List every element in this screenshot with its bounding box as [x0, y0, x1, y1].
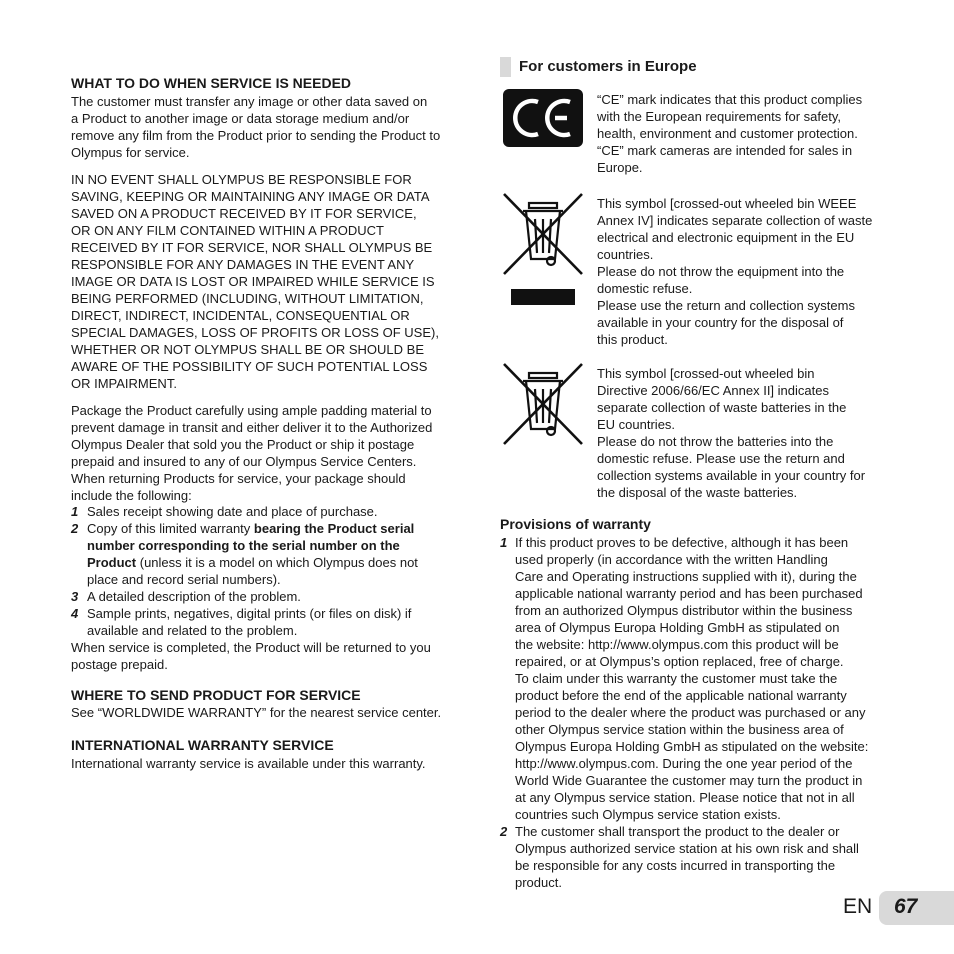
- disclaimer-text: IN NO EVENT SHALL OLYMPUS BE RESPONSIBLE FOR SAVING, KEEPING OR MAINTAINING ANY IMAGE OR DATA SAVED ON A PRODUCT RECEIVED BY IT FOR SERVICE, OR ON ANY FILM CONTAINED WITHIN A PRODUCT RECEIVED BY IT FOR SERVICE, NOR SHALL OLYMPUS BE RESPONSIBLE FOR ANY DAMAGES IN THE EVENT ANY IMAGE OR DATA IS LOST OR IMPAIRED WHILE SERVICE IS BEING PERFORMED (INCLUDING, WITHOUT LIMITATION, DIRECT, INDIRECT, INCIDENTAL, CONSEQUENTIAL OR SPECIAL DAMAGES, LOSS OF PROFITS OR LOSS OF USE), WHETHER OR NOT OLYMPUS SHALL BE OR SHOULD BE AWARE OF THE POSSIBILITY OF SUCH POTENTIAL LOSS OR IMPAIRMENT.: [71, 172, 439, 391]
- battery-crossed-bin-icon: [501, 363, 585, 447]
- package-contents-list: 1 Sales receipt showing date and place of purchase. 2 Copy of this limited warranty bearing the Product serial number corresponding to the serial number on the Product (unless it is a model on which Olympus does not place and record serial numbers). 3 A detailed description of the problem. 4 Sample prints, negatives, digital prints (or files on disk) if available and related to the problem. When service is completed, the Product will be returned to you postage prepaid.: [71, 503, 473, 673]
- list-item: 2 Copy of this limited warranty bearing the Product serial number corresponding to the serial number on the Product (unless it is a model on which Olympus does not place and record serial numbers).: [71, 521, 418, 587]
- battery-symbol-text: This symbol [crossed-out wheeled bin Directive 2006/66/EC Annex II] indicates separate collection of waste batteries in the EU countries. Please do not throw the batteries into the domestic refuse. Please use the return and collection systems available in your country for the disposal of the waste batteries.: [597, 366, 866, 500]
- package-text: Package the Product carefully using ample padding material to prevent damage in transit and either deliver it to the Authorized Olympus Dealer that sold you the Product or ship it postage prepaid and insured to any of our Olympus Service Centers. When returning Products for service, your package should include the following:: [71, 403, 433, 503]
- list-item: 1 Sales receipt showing date and place of purchase.: [71, 504, 378, 519]
- weee-crossed-bin-icon: [501, 193, 585, 307]
- heading-international-warranty: INTERNATIONAL WARRANTY SERVICE: [71, 737, 334, 753]
- heading-customers-europe: For customers in Europe: [519, 58, 697, 75]
- language-label: EN: [843, 895, 873, 918]
- section-marker: [500, 57, 511, 77]
- list-item: 1 If this product proves to be defective, although it has been used properly (in accordance with the written Handling Care and Operating instructions supplied with it), during the applicable national warranty period and has been purchased from an authorized Olympus distributor within the business area of Olympus Europa Holding GmbH as stipulated on the website: http://www.olympus.com this product will be repaired, or at Olympus’s option replaced, free of charge. To claim under this warranty the customer must take the product before the end of the applicable national warranty period to the dealer where the product was purchased or any other Olympus service station within the business area of Olympus Europa Holding GmbH as stipulated on the website: http://www.olympus.com. During the one year period of the World Wide Guarantee the customer may turn the product in at any Olympus service station. Please notice that not in all countries such Olympus service station exists.: [500, 535, 869, 822]
- list-item: 4 Sample prints, negatives, digital prints (or files on disk) if available and related to the problem.: [71, 606, 412, 638]
- where-to-send-text: See “WORLDWIDE WARRANTY” for the nearest service center.: [71, 705, 442, 720]
- provisions-list: [500, 534, 902, 891]
- service-completed-text: When service is completed, the Product will be returned to you: [71, 640, 431, 655]
- list-item: 2 The customer shall transport the product to the dealer or Olympus authorized service station at his own risk and shall be responsible for any costs incurred in transporting the product.: [500, 824, 859, 890]
- page-number: 67: [894, 895, 918, 918]
- weee-symbol-text: This symbol [crossed-out wheeled bin WEEE Annex IV] indicates separate collection of waste electrical and electronic equipment in the EU countries. Please do not throw the equipment into the domestic refuse. Please use the return and collection systems available in your country for the disposal of this product.: [597, 196, 873, 347]
- ce-mark-text: “CE” mark indicates that this product complies with the European requirements for safety, health, environment and customer protection. “CE” mark cameras are intended for sales in Europe.: [597, 92, 863, 175]
- service-needed-text: The customer must transfer any image or other data saved on a Product to another image or data storage medium and/or remove any film from the Product prior to sending the Product to Olympus for service.: [71, 94, 441, 160]
- heading-provisions-of-warranty: Provisions of warranty: [500, 516, 651, 532]
- heading-service-needed: WHAT TO DO WHEN SERVICE IS NEEDED: [71, 75, 352, 91]
- list-item: 3 A detailed description of the problem.: [71, 589, 301, 604]
- ce-mark-icon: [503, 89, 583, 147]
- heading-where-to-send: WHERE TO SEND PRODUCT FOR SERVICE: [71, 687, 361, 703]
- international-warranty-text: International warranty service is available under this warranty.: [71, 756, 426, 771]
